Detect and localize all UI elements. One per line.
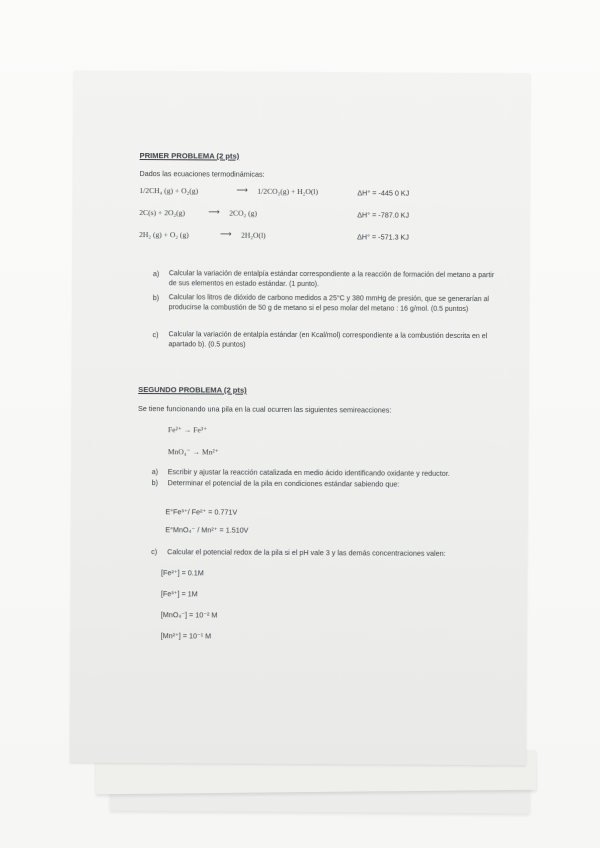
standard-potential: E°Fe³⁺/ Fe²⁺ = 0.771V xyxy=(165,507,238,517)
question-label: b) xyxy=(152,293,160,303)
concentration: [Fe²⁺] = 0.1M xyxy=(161,568,204,578)
concentration: [Fe³⁺] = 1M xyxy=(160,589,198,599)
equation-rhs: 2H₂O(l) xyxy=(241,230,266,240)
standard-potential: E°MnO₄⁻ / Mn²⁺ = 1.510V xyxy=(165,525,249,535)
equation-rhs: 2CO₂ (g) xyxy=(229,208,258,218)
half-reaction: Fe²⁺ → Fe³⁺ xyxy=(167,425,208,435)
question-label: b) xyxy=(151,478,159,488)
reaction-arrow: ⟶ xyxy=(236,185,248,195)
exam-page xyxy=(70,71,530,766)
question-text: Calcular los litros de dióxido de carbono medidos a 25°C y 380 mmHg de presión, que se generarían al producirse la combustión de 50 g de metano si el peso molar del metano : 16 g/mol. (0.5 puntos) xyxy=(168,294,490,313)
enthalpy-value: ΔH° = -787.0 KJ xyxy=(357,210,410,220)
reaction-arrow: ⟶ xyxy=(220,229,232,239)
equation-rhs: 1/2CO₂(g) + H₂O(l) xyxy=(257,186,319,197)
question-label: a) xyxy=(152,269,160,279)
question-text: Calcular el potencial redox de la pila si el pH vale 3 y las demás concentraciones valen: xyxy=(167,547,446,558)
equation-lhs: 1/2CH₄ (g) + O₂(g) xyxy=(139,186,199,196)
reaction-arrow: ⟶ xyxy=(208,207,220,217)
problem2-title: SEGUNDO PROBLEMA (2 pts) xyxy=(138,385,247,395)
enthalpy-value: ΔH° = -445 0 KJ xyxy=(357,188,410,198)
question-text: Determinar el potencial de la pila en condiciones estándar sabiendo que: xyxy=(167,478,400,489)
question-text: Calcular la variación de entalpía estándar (en Kcal/mol) correspondiente a la combustión descrita en el apartado b). (0.5 puntos) xyxy=(168,331,488,349)
question-label: a) xyxy=(151,467,159,477)
problem1-title: PRIMER PROBLEMA (2 pts) xyxy=(139,151,240,161)
question-text: Escribir y ajustar la reacción catalizada en medio ácido identificando oxidante y reductor. xyxy=(167,467,450,478)
enthalpy-value: ΔH° = -571.3 KJ xyxy=(357,232,409,242)
problem1-intro: Dados las ecuaciones termodinámicas: xyxy=(139,169,265,179)
half-reaction: MnO₄⁻ → Mn²⁺ xyxy=(167,447,219,457)
question-label: c) xyxy=(152,330,159,340)
concentration: [MnO₄⁻] = 10⁻² M xyxy=(160,610,218,620)
problem2-intro: Se tiene funcionando una pila en la cual ocurren las siguientes semireacciones: xyxy=(138,404,392,415)
question-label: c) xyxy=(151,547,158,557)
question-text: Calcular la variación de entalpía estándar correspondiente a la reacción de formación del metano a partir de sus elementos en estado estándar. (1 punto). xyxy=(168,270,495,288)
concentration: [Mn²⁺] = 10⁻¹ M xyxy=(160,631,212,641)
equation-lhs: 2H₂ (g) + O₂ (g) xyxy=(139,230,189,240)
equation-lhs: 2C(s) + 2O₂(g) xyxy=(139,208,186,218)
